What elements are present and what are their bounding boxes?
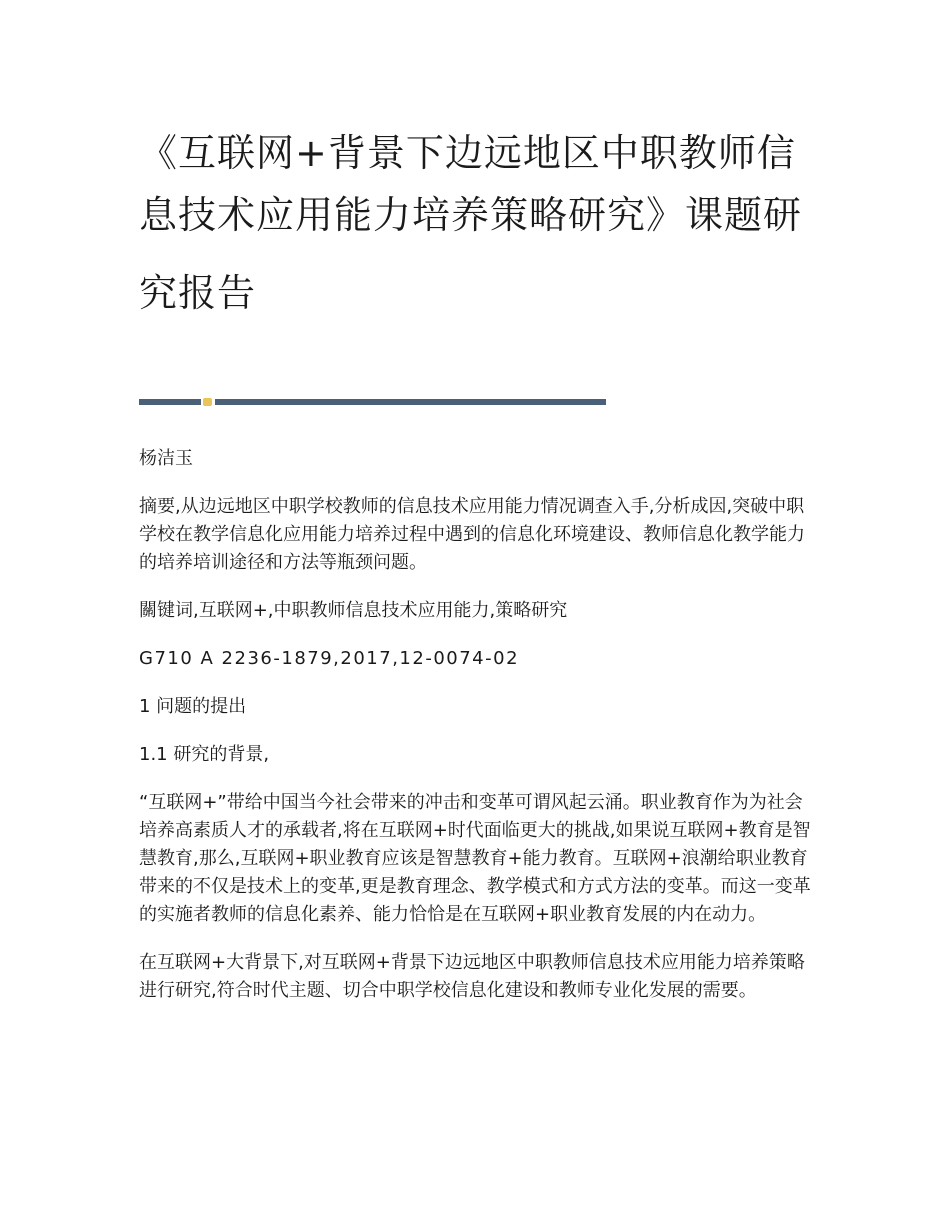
document-title [139, 122, 819, 324]
paragraph: 在互联网+大背景下,对互联网+背景下边远地区中职教师信息技术应用能力培养策略进行研究,符合时代主题、切合中职学校信息化建设和教师专业化发展的需要。 [139, 952, 805, 1001]
keywords: 關键词,互联网+,中职教师信息技术应用能力,策略研究 [139, 600, 568, 621]
title-main: 《互联网+背景下边远地区中职教师信息技术应用能力培养策略研究》课题研 [139, 131, 803, 237]
section-heading-1-1: 1.1 研究的背景, [139, 744, 270, 765]
classification-code: G710 A 2236-1879,2017,12-0074-02 [139, 648, 520, 669]
title-sub: 究报告 [139, 271, 257, 315]
divider-bar-left [139, 399, 201, 405]
paragraph: “互联网+”带给中国当今社会带来的冲击和变革可谓风起云涌。职业教育作为为社会培养高素质人才的承载者,将在互联网+时代面临更大的挑战,如果说互联网+教育是智慧教育,那么,互联网+职业教育应该是智慧教育+能力教育。互联网+浪潮给职业教育带来的不仅是技术上的变革,更是教育理念、教学模式和方式方法的变革。而这一变革的实施者教师的信息化素养、能力恰恰是在互联网+职业教育发展的内在动力。 [139, 792, 811, 925]
abstract: 摘要,从边远地区中职学校教师的信息技术应用能力情况调查入手,分析成因,突破中职学校在教学信息化应用能力培养过程中遇到的信息化环境建设、教师信息化教学能力的培养培训途径和方法等瓶颈问题。 [139, 496, 805, 573]
divider-bar-right [215, 399, 606, 405]
title-divider [139, 399, 606, 405]
author: 杨洁玉 [139, 448, 193, 469]
document-body [139, 445, 819, 1025]
divider-accent [203, 398, 212, 406]
section-heading-1: 1 问题的提出 [139, 696, 247, 717]
